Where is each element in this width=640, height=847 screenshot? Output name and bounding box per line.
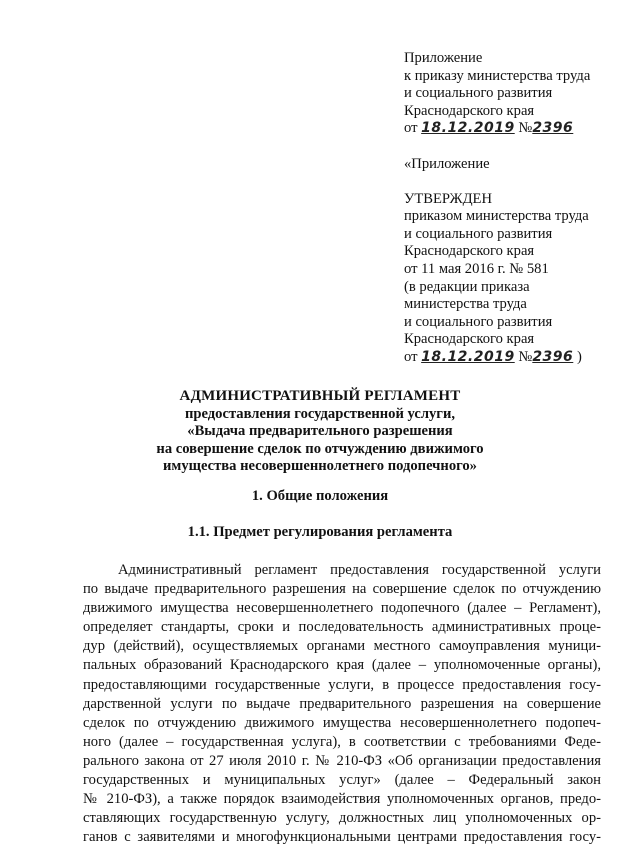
body-line: рального закона от 27 июля 2010 г. № 210-ФЗ «Об организации предоставления <box>83 752 601 769</box>
appendix-line: от 11 мая 2016 г. № 581 <box>404 260 549 277</box>
body-line: ного (далее – государственная услуга), в соответствии с требованиями Феде- <box>83 733 601 750</box>
closing-paren: ) <box>576 348 582 365</box>
document-title <box>0 388 640 476</box>
appendix-line: министерства труда <box>404 296 527 313</box>
body-paragraph <box>83 561 601 847</box>
handwritten-number: 2396 <box>532 120 574 137</box>
number-sign: № <box>518 348 533 365</box>
appendix-line: «Приложение <box>404 155 490 172</box>
approved-heading: УТВЕРЖДЕН <box>404 190 492 207</box>
appendix-line: (в редакции приказа <box>404 278 530 295</box>
appendix-line: к приказу министерства труда <box>404 67 591 84</box>
body-line: движимого имущества несовершеннолетнего подопечного (далее – Регламент), <box>83 600 601 617</box>
body-line: определяет стандарты, сроки и последовательность административных проце- <box>83 619 601 636</box>
body-line: ганов с заявителями и многофункциональными центрами предоставления госу- <box>83 829 601 846</box>
appendix-line: и социального развития <box>404 313 553 330</box>
title-line: предоставления государственной услуги, <box>184 405 455 422</box>
appendix-order-date-line <box>404 120 634 138</box>
body-line: дарственной услуги по выдаче предварительного разрешения на совершение <box>83 695 601 712</box>
body-line: государственных и муниципальных услуг» (далее – Федеральный закон <box>83 772 601 789</box>
appendix-line: Приложение <box>404 50 483 66</box>
body-line: Административный регламент предоставления государственной услуги <box>118 562 601 578</box>
appendix-line: Краснодарского края <box>404 243 535 260</box>
body-line: по выдаче предварительного разрешения на совершение сделок по отчуждению <box>83 581 601 598</box>
appendix-line: и социального развития <box>404 225 553 242</box>
title-line: имущества несовершеннолетнего подопечного» <box>163 458 477 475</box>
handwritten-number: 2396 <box>532 348 574 365</box>
appendix-block <box>404 50 634 367</box>
handwritten-date: 18.12.2019 <box>421 120 515 137</box>
appendix-edit-date-line <box>404 349 634 367</box>
body-line: ставляющих государственную услугу, должностных лиц уполномоченных ор- <box>83 810 601 827</box>
appendix-line: приказом министерства труда <box>404 208 589 225</box>
handwritten-date: 18.12.2019 <box>421 348 515 365</box>
date-prefix: от <box>404 348 418 365</box>
subsection-heading: 1.1. Предмет регулирования регламента <box>187 524 453 540</box>
body-line: предоставляющими государственные услуги, в процессе предоставления госу- <box>83 676 601 693</box>
body-line: пальных образований Краснодарского края (далее – уполномоченные органы), <box>83 657 601 674</box>
body-line: № 210-ФЗ), а также порядок взаимодействия уполномоченных органов, предо- <box>83 791 601 808</box>
title-main: АДМИНИСТРАТИВНЫЙ РЕГЛАМЕНТ <box>179 388 461 404</box>
body-line: сделок по отчуждению движимого имущества несовершеннолетнего подопеч- <box>83 714 601 731</box>
appendix-line: Краснодарского края <box>404 102 535 119</box>
title-line: «Выдача предварительного разрешения <box>187 423 453 440</box>
title-line: на совершение сделок по отчуждению движимого <box>156 440 484 457</box>
date-prefix: от <box>404 120 418 137</box>
number-sign: № <box>518 120 533 137</box>
appendix-line: и социального развития <box>404 85 553 102</box>
body-line: дур (действий), осуществляемых органами местного самоуправления муници- <box>83 638 601 655</box>
section-heading: 1. Общие положения <box>251 488 389 504</box>
appendix-line: Краснодарского края <box>404 331 535 348</box>
